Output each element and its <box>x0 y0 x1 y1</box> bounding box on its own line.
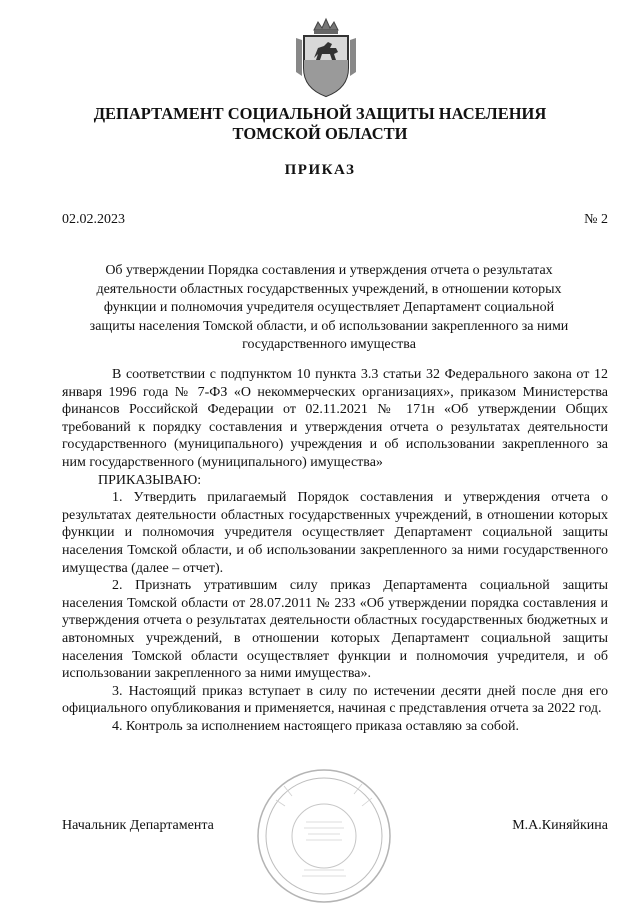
document-number: № 2 <box>584 212 608 227</box>
department-title-line2: ТОМСКОЙ ОБЛАСТИ <box>232 124 408 143</box>
command-word: ПРИКАЗЫВАЮ: <box>98 472 202 488</box>
preamble-paragraph: В соответствии с подпунктом 10 пункта 3.3 статьи 32 Федерального закона от 12 января 1996 года № 7-ФЗ «О некоммерческих организациях», приказом Министерства финансов Российской Федерации от 02.11.2021 № 171н «Об утверждении Общих требований к порядку составления и утверждения отчета о результатах деятельности государственного (муниципального) учреждения и об использовании закрепленного за ним государственного (муниципального) имущества» <box>62 367 608 470</box>
clause-3: 3. Настоящий приказ вступает в силу по истечении десяти дней после дня его официального опубликования и применяется, начиная с представления отчета за 2022 год. <box>62 683 608 717</box>
clause-2: 2. Признать утратившим силу приказ Департамента социальной защиты населения Томской области от 28.07.2011 № 233 «Об утверждении порядка составления и утверждения отчета о результатах деятельности областных государственных бюджетных и автономных учреждений, в отношении которых Департамент социальной защиты населения Томской области осуществляет функции и полномочия учредителя, и об использовании закрепленного за ними имущества». <box>62 578 608 682</box>
department-title-line1: ДЕПАРТАМЕНТ СОЦИАЛЬНОЙ ЗАЩИТЫ НАСЕЛЕНИЯ <box>93 104 547 123</box>
coat-of-arms-icon <box>294 16 358 98</box>
document-type: ПРИКАЗ <box>284 162 356 178</box>
document-body <box>62 366 608 735</box>
clause-1: 1. Утвердить прилагаемый Порядок составления и утверждения отчета о результатах деятельности областных государственных учреждений, в отношении которых функции и полномочия учредителя осуществляет Департамент социальной защиты населения Томской области, и об использовании закрепленного за ними государственного имущества (далее – отчет). <box>62 490 608 576</box>
signer-name: М.А.Киняйкина <box>512 818 608 833</box>
signer-position: Начальник Департамента <box>62 818 214 833</box>
department-title <box>0 104 640 144</box>
document-subject: Об утверждении Порядка составления и утверждения отчета о результатах деятельности областных государственных учреждений, в отношении которых функции и полномочия учредителя осуществляет Департамент социальной защиты населения Томской области, и об использовании закрепленного за ними государственного имущества <box>89 263 569 352</box>
official-seal-icon <box>254 766 394 906</box>
document-date: 02.02.2023 <box>62 212 125 227</box>
clause-4: 4. Контроль за исполнением настоящего приказа оставляю за собой. <box>112 718 520 734</box>
